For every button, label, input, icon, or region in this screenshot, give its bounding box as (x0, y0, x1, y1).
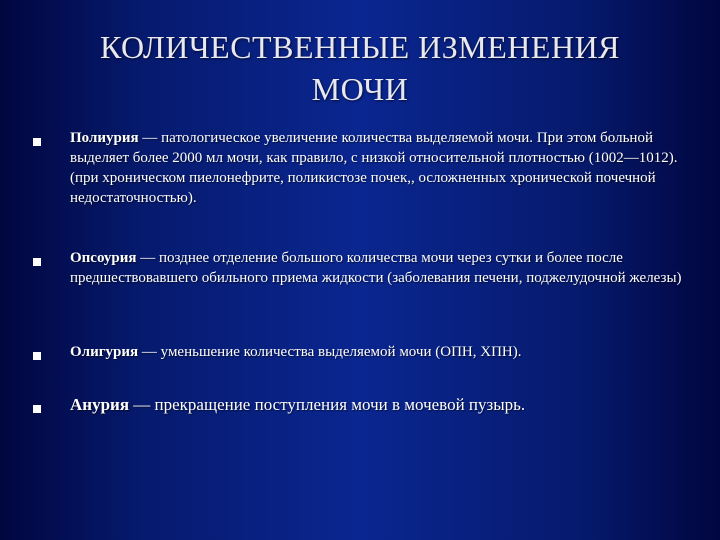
bullet-definition: — патологическое увеличение количества выделяемой мочи. При этом больной выделяет более 2000 мл мочи, как правило, с низкой относительной плотностью (1002—1012). (при хроническом пиелонефрите, поликистозе почек,, осложненных хронической почечной недостаточностью). (70, 130, 678, 206)
square-bullet-icon (33, 258, 41, 266)
bullet-term: Олигурия (70, 344, 139, 360)
bullet-term: Опсоурия (70, 250, 137, 266)
slide-title-line-2: МОЧИ (311, 71, 409, 107)
square-bullet-icon (33, 352, 41, 360)
bullet-text (70, 342, 686, 362)
bullet-text (70, 128, 686, 208)
bullet-term: Полиурия (70, 130, 139, 146)
slide-title (40, 26, 680, 110)
bullet-text (70, 394, 686, 416)
bullet-text (70, 248, 686, 288)
slide-title-line-1: КОЛИЧЕСТВЕННЫЕ ИЗМЕНЕНИЯ (99, 29, 621, 65)
square-bullet-icon (33, 138, 41, 146)
bullet-definition: — прекращение поступления мочи в мочевой пузырь. (129, 395, 526, 414)
bullet-term: Анурия (70, 395, 130, 414)
bullet-definition: — уменьшение количества выделяемой мочи (ОПН, ХПН). (138, 344, 522, 360)
square-bullet-icon (33, 405, 41, 413)
bullet-definition: — позднее отделение большого количества мочи через сутки и более после предшествовавшего обильного приема жидкости (заболевания печени, поджелудочной железы) (70, 250, 682, 286)
